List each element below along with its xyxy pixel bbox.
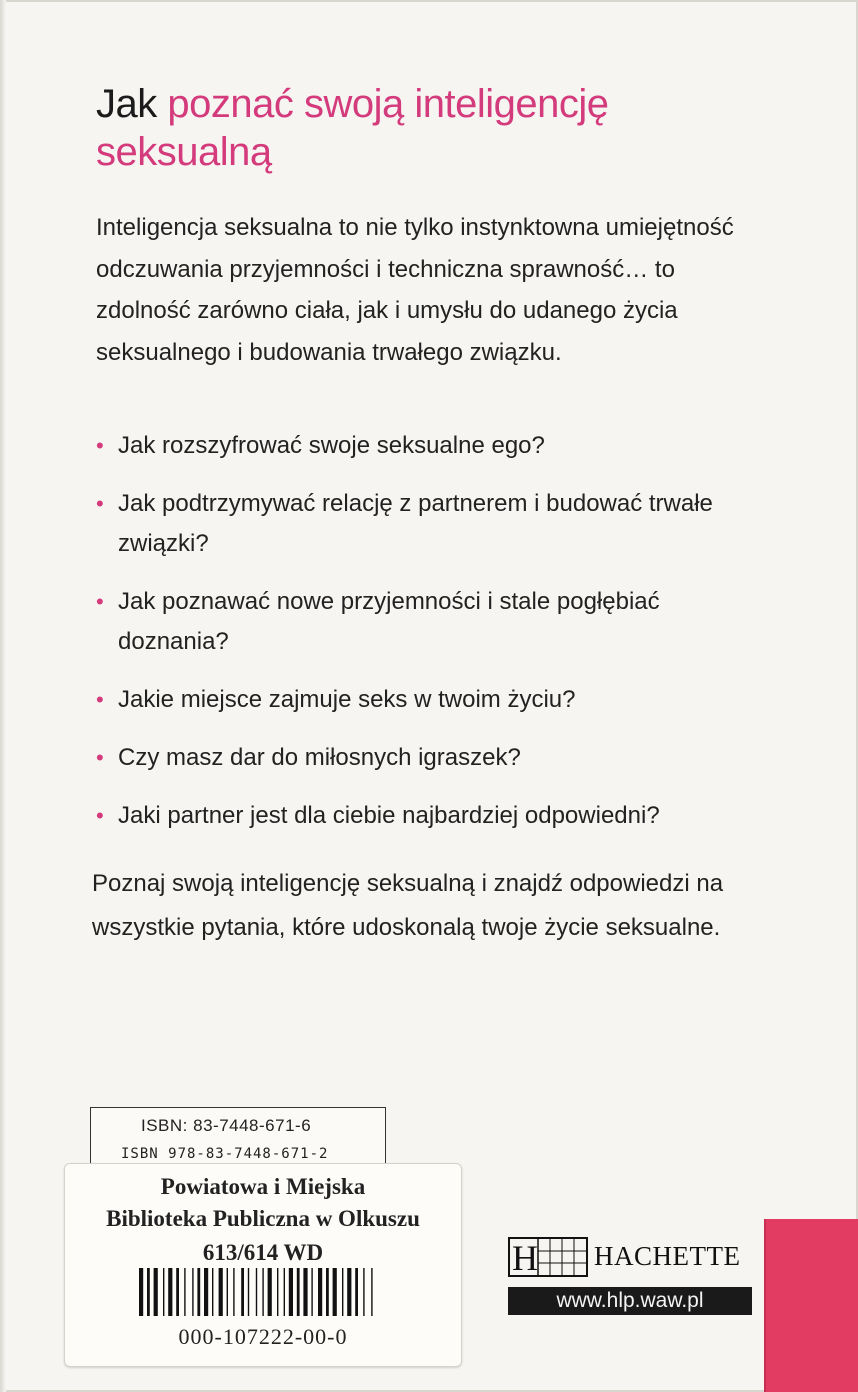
barcode-bar [212,1268,213,1316]
list-item-text: Jak poznawać nowe przyjemności i stale pogłębiać doznania? [118,588,660,655]
bullet-icon: • [96,803,104,828]
barcode-bar [204,1268,208,1316]
library-color-tab [764,1219,858,1392]
barcode-bar [347,1268,351,1316]
bullet-icon: • [96,745,104,770]
list-item-text: Jakie miejsce zajmuje seks w twoim życiu? [118,686,576,713]
barcode-icon [137,1268,377,1316]
barcode-bar [184,1268,185,1316]
publisher-url: www.hlp.waw.pl [508,1287,752,1315]
svg-text:H: H [512,1238,538,1277]
library-sticker [64,1163,462,1367]
barcode-bar [197,1268,200,1316]
list-item [96,484,756,564]
isbn-box [90,1107,386,1169]
list-item-text: Jaki partner jest dla ciebie najbardziej odpowiedni? [118,802,660,829]
barcode-bar [303,1268,307,1316]
title-plain: Jak [96,82,157,126]
list-item-text: Jak rozszyfrować swoje seksualne ego? [118,432,545,459]
library-shelf-mark: 613/614 WD [202,1240,324,1265]
bullet-icon: • [96,687,104,712]
barcode-bar [147,1268,150,1316]
barcode-bar [342,1268,343,1316]
list-item [96,796,756,836]
bullet-icon: • [96,491,104,516]
barcode-bar [262,1268,263,1316]
barcode-bar [139,1268,143,1316]
spine-edge [0,0,6,1392]
bullet-icon: • [96,433,104,458]
isbn-13: ISBN 978-83-7448-671-2 [121,1146,329,1162]
list-item [96,582,756,662]
cover-title [96,80,736,176]
list-item-text: Jak podtrzymywać relację z partnerem i budować trwałe związki? [118,490,713,557]
barcode-bar [284,1268,285,1316]
isbn-10: ISBN: 83-7448-671-6 [141,1116,312,1135]
barcode-bar [233,1268,234,1316]
barcode-bar [163,1268,164,1316]
barcode-number: 000-107222-00-0 [178,1324,348,1349]
barcode-bar [311,1268,312,1316]
title-accent: poznać swoją inteligencję seksualną [96,82,609,174]
barcode-bar [154,1268,158,1316]
closing-paragraph: Poznaj swoją inteligencję seksualną i znajdź odpowiedzi na wszystkie pytania, które udoskonalą twoje życie seksualne. [92,870,724,941]
barcode-bar [333,1268,337,1316]
barcode-bar [192,1268,193,1316]
barcode-bar [277,1268,278,1316]
library-name-line1: Powiatowa i Miejska [160,1174,366,1199]
barcode-bar [355,1268,358,1316]
list-item [96,426,756,466]
barcode-bar [256,1268,257,1316]
barcode-bar [363,1268,364,1316]
list-item [96,680,756,720]
barcode-bar [219,1268,223,1316]
barcode-bar [168,1268,172,1316]
barcode-bar [297,1268,300,1316]
intro-paragraph: Inteligencja seksualna to nie tylko instynktowna umiejętność odczuwania przyjemności i techniczna sprawność… to zdolność zarówno ciała, jak i umysłu do udanego życia seksualnego i budowania trwałego związku. [96,214,734,366]
library-name-line2: Biblioteka Publiczna w Olkuszu [106,1206,420,1231]
publisher-name: HACHETTE [594,1241,741,1271]
list-item [96,738,756,778]
barcode-bar [326,1268,329,1316]
bullet-icon: • [96,589,104,614]
barcode-bar [248,1268,249,1316]
question-list [96,426,756,854]
publisher-block [508,1237,752,1317]
barcode-bar [241,1268,244,1316]
list-item-text: Czy masz dar do miłosnych igraszek? [118,744,521,771]
barcode-bar [227,1268,228,1316]
barcode-bar [268,1268,272,1316]
barcode-bar [318,1268,322,1316]
barcode-bar [289,1268,293,1316]
barcode-bar [176,1268,179,1316]
barcode-bar [371,1268,372,1316]
hachette-h-logo-icon [508,1237,588,1277]
